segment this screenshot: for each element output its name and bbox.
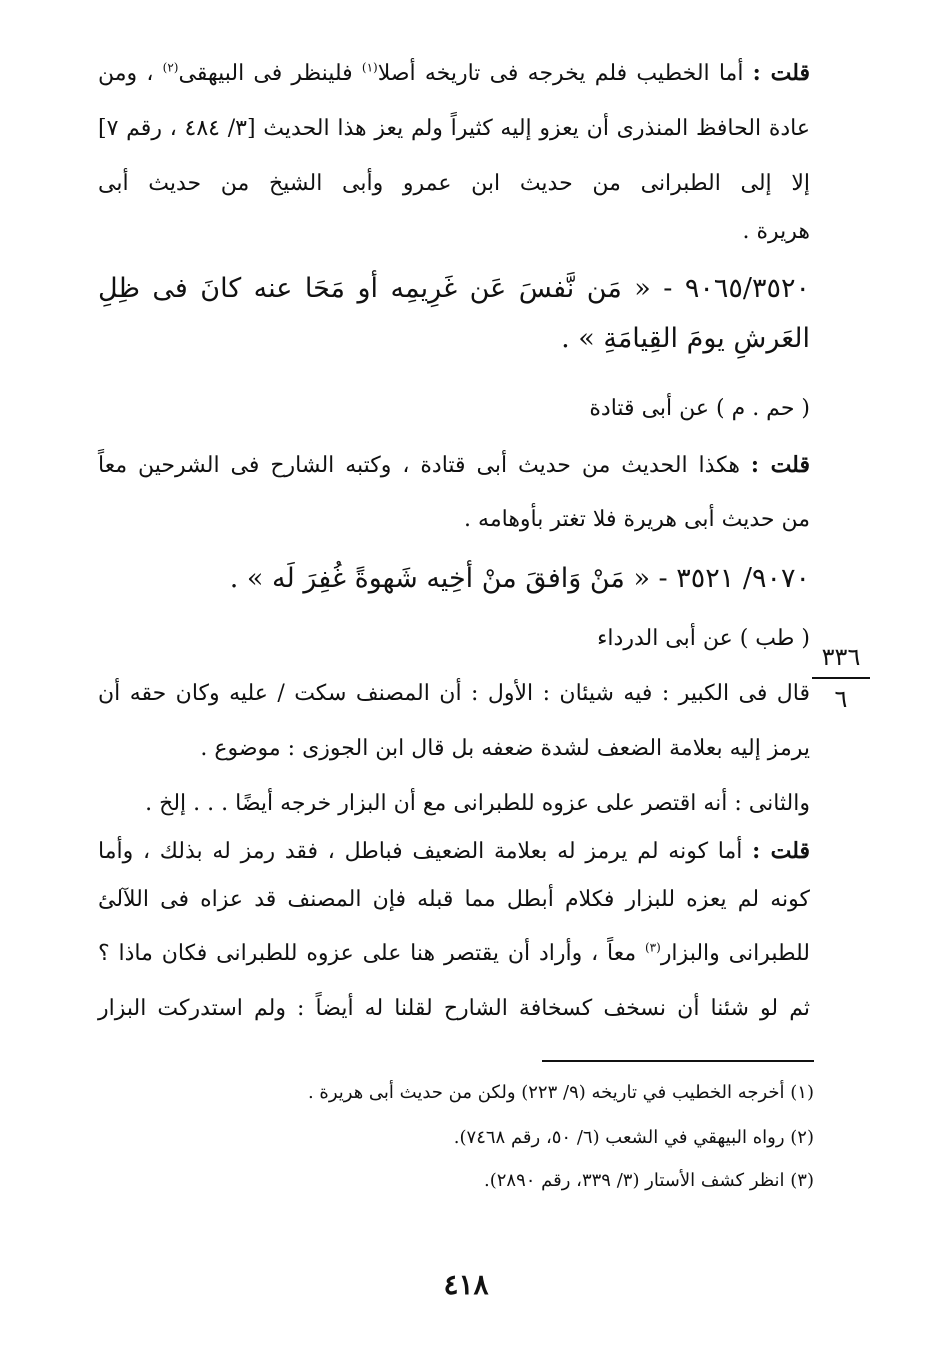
footnote-separator xyxy=(542,1060,814,1062)
line-text: ، ومن xyxy=(98,61,163,86)
body-line: ثم لو شئنا أن نسخف كسخافة الشارح لقلنا له أيضاً : ولم استدركت البزار xyxy=(98,996,810,1021)
body-line xyxy=(98,60,810,88)
line-text: فلينظر فى البيهقى xyxy=(178,61,362,86)
line-text: أما كونه لم يرمز له بعلامة الضعيف فباطل ، فقد رمز له بذلك ، وأما xyxy=(98,839,753,864)
footnote: (١) أخرجه الخطيب في تاريخه (٩/ ٢٢٣) ولكن من حديث أبى هريرة . xyxy=(307,1082,814,1103)
footnote-marker: (٣) xyxy=(644,940,661,955)
body-line: من حديث أبى هريرة فلا تغتر بأوهامه . xyxy=(464,507,810,532)
footnote: (٣) انظر كشف الأستار (٣/ ٣٣٩، رقم ٢٨٩٠). xyxy=(484,1170,814,1191)
qultu-lead: قلت : xyxy=(752,60,811,86)
qultu-lead: قلت : xyxy=(752,838,810,864)
line-text: أما الخطيب فلم يخرجه فى تاريخه أصلا xyxy=(377,61,753,86)
body-line: إلا إلى الطبرانى من حديث ابن عمرو وأبى الشيخ من حديث أبى xyxy=(98,171,810,196)
line-text: للطبرانى والبزار xyxy=(660,941,810,966)
footnote: (٢) رواه البيهقي في الشعب (٦/ ٥٠، رقم ٧٤٦٨). xyxy=(453,1127,814,1148)
margin-reference xyxy=(808,645,874,711)
body-line xyxy=(98,940,810,968)
qultu-lead: قلت : xyxy=(750,452,810,478)
line-text: معاً ، وأراد أن يقتصر هنا على عزوه للطبرانى فكان ماذا ؟ xyxy=(98,941,645,966)
body-line: كونه لم يعزه للبزار فكلام أبطل مما قبله فإن المصنف قد عزاه فى اللآلئ xyxy=(98,887,810,912)
hadith-line: ٩٠٦٥/٣٥٢٠ - « مَن نَّفسَ عَن غَرِيمِه أو مَحَا عنه كانَ فى ظِلِ xyxy=(98,273,810,304)
body-line: قال فى الكبير : فيه شيئان : الأول : أن المصنف سكت / عليه وكان حقه أن xyxy=(98,681,810,706)
hadith-line: ٩٠٧٠/ ٣٥٢١ - « مَنْ وَافقَ منْ أخِيه شَهوةً غُفِرَ لَه » . xyxy=(229,563,810,594)
body-line: يرمز إليه بعلامة الضعف لشدة ضعفه بل قال ابن الجوزى : موضوع . xyxy=(200,736,810,761)
body-line: والثانى : أنه اقتصر على عزوه للطبرانى مع أن البزار خرجه أيضًا . . . إلخ . xyxy=(145,791,810,816)
margin-divider xyxy=(812,677,870,679)
source-line: ( حم . م ) عن أبى قتادة xyxy=(589,396,810,421)
body-line xyxy=(98,838,810,866)
page-number: ٤١٨ xyxy=(443,1268,489,1301)
body-line xyxy=(98,452,810,480)
margin-volume-page: ٣٣٦ xyxy=(821,643,861,671)
line-text: هكذا الحديث من حديث أبى قتادة ، وكتبه الشارح فى الشرحين معاً xyxy=(98,453,751,478)
footnote-marker: (٢) xyxy=(162,60,179,75)
footnote-marker: (١) xyxy=(361,60,378,75)
body-line: عادة الحافظ المنذرى أن يعزو إليه كثيراً ولم يعز هذا الحديث [٣/ ٤٨٤ ، رقم ٧] xyxy=(98,116,810,141)
body-line: هريرة . xyxy=(742,219,810,244)
hadith-line: العَرشِ يومَ القِيامَةِ » . xyxy=(561,323,810,354)
margin-page-part: ٦ xyxy=(834,685,848,713)
source-line: ( طب ) عن أبى الدرداء xyxy=(597,626,810,651)
